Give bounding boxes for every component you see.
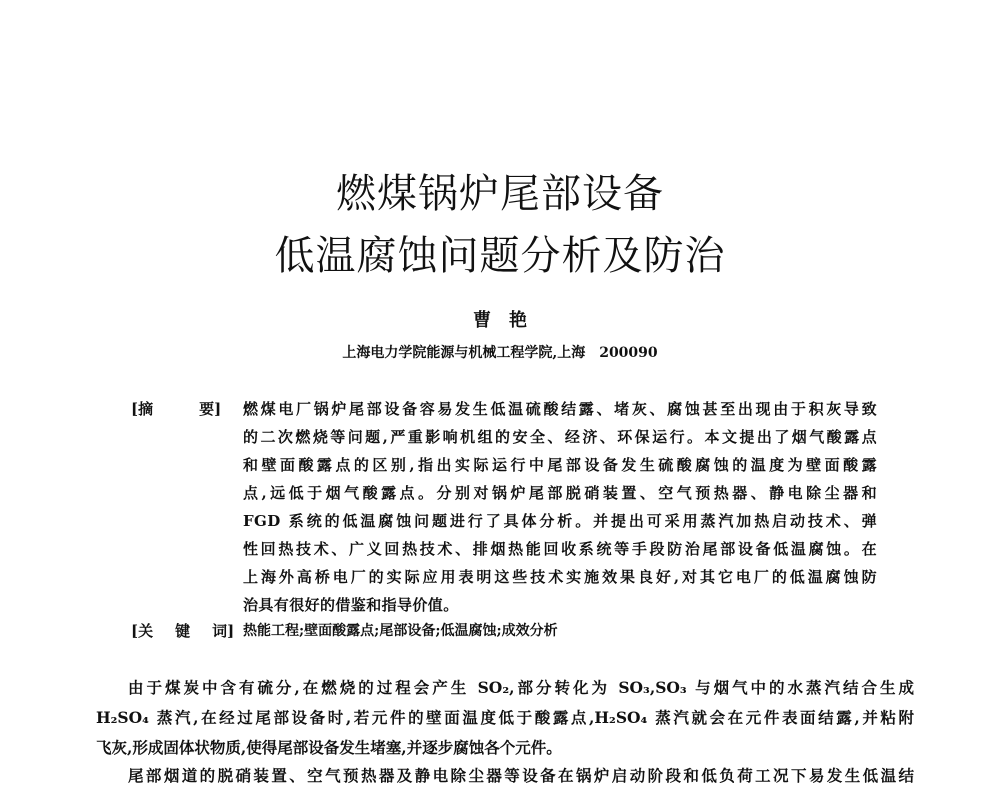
abstract-label-left: [摘 xyxy=(131,400,154,418)
abstract-line: 治具有很好的借鉴和指导价值。 xyxy=(243,596,459,614)
paper-title-line-1: 燃煤锅炉尾部设备 xyxy=(336,171,664,217)
author-affiliation: 上海电力学院能源与机械工程学院,上海 200090 xyxy=(342,345,658,361)
keywords-label xyxy=(131,620,234,641)
body-line: 尾部烟道的脱硝装置、空气预热器及静电除尘器等设备在锅炉启动阶段和低负荷工况下易发生低温结 xyxy=(128,766,914,785)
keywords-label-c: 词] xyxy=(212,622,235,640)
keywords-text: 热能工程;壁面酸露点;尾部设备;低温腐蚀;成效分析 xyxy=(243,623,558,639)
abstract-line: 燃煤电厂锅炉尾部设备容易发生低温硫酸结露、堵灰、腐蚀甚至出现由于积灰导致 xyxy=(243,400,877,418)
abstract-line: 的二次燃烧等问题,严重影响机组的安全、经济、环保运行。本文提出了烟气酸露点 xyxy=(243,428,877,446)
abstract-line: 性回热技术、广义回热技术、排烟热能回收系统等手段防治尾部设备低温腐蚀。在 xyxy=(243,540,877,558)
abstract-label xyxy=(131,398,243,419)
body-line: 飞灰,形成固体状物质,使得尾部设备发生堵塞,并逐步腐蚀各个元件。 xyxy=(96,738,562,757)
abstract-line: FGD 系统的低温腐蚀问题进行了具体分析。并提出可采用蒸汽加热启动技术、弹 xyxy=(243,512,877,530)
abstract-line: 上海外高桥电厂的实际应用表明这些技术实施效果良好,对其它电厂的低温腐蚀防 xyxy=(243,568,877,586)
keywords-label-b: 键 xyxy=(175,622,191,640)
abstract-label-right: 要] xyxy=(199,400,222,418)
paper-title-line-2: 低温腐蚀问题分析及防治 xyxy=(274,233,726,279)
keywords-label-a: [关 xyxy=(131,622,154,640)
body-line: H₂SO₄ 蒸汽,在经过尾部设备时,若元件的壁面温度低于酸露点,H₂SO₄ 蒸汽就会在元件表面结露,并粘附 xyxy=(96,708,914,727)
author-name: 曹艳 xyxy=(473,310,545,331)
body-line: 由于煤炭中含有硫分,在燃烧的过程会产生 SO₂,部分转化为 SO₃,SO₃ 与烟气中的水蒸汽结合生成 xyxy=(128,678,914,697)
abstract-line: 点,远低于烟气酸露点。分别对锅炉尾部脱硝装置、空气预热器、静电除尘器和 xyxy=(243,484,877,502)
abstract-line: 和壁面酸露点的区别,指出实际运行中尾部设备发生硫酸腐蚀的温度为壁面酸露 xyxy=(243,456,877,474)
